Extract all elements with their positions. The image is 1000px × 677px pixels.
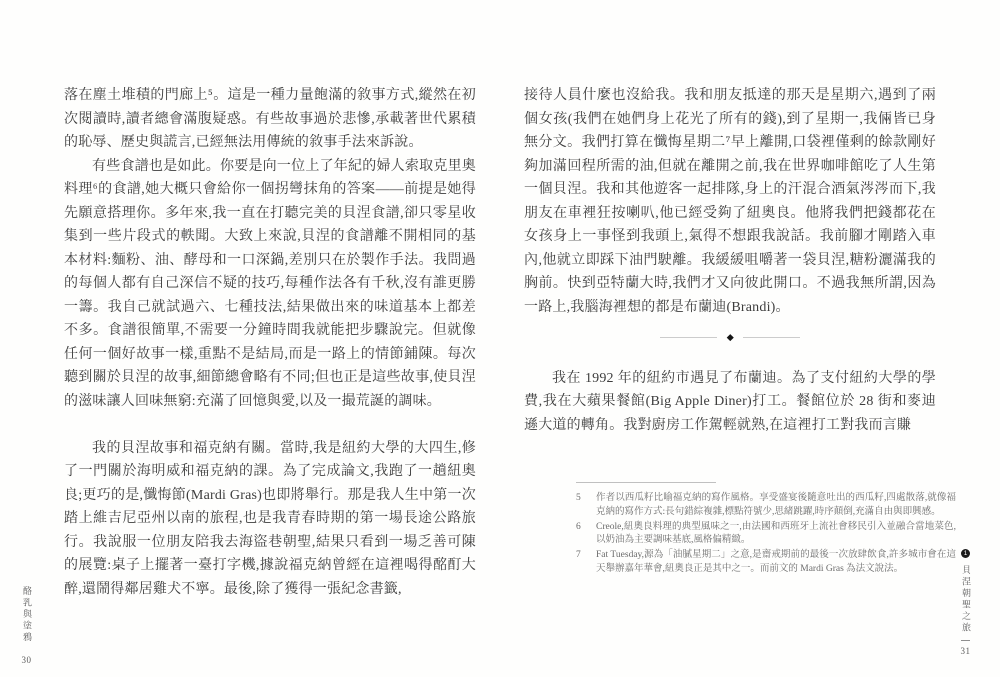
divider-dot-icon (727, 334, 733, 340)
divider-rule-left (660, 337, 717, 338)
footnotes-block (576, 482, 956, 578)
right-page-text (524, 84, 936, 437)
footnote-item (576, 521, 956, 549)
footnote-text: Creole,紐奧良料理的典型風味之一,由法國和西班牙上流社會移民引入並融合當地菜色,以奶油為主要調味基底,風格偏精緻。 (596, 521, 956, 546)
footnote-item (576, 549, 956, 577)
chapter-title: 貝涅朝聖之旅 (961, 565, 971, 634)
book-title: 酪乳與塗鴉 (22, 586, 32, 644)
footer-divider-line (961, 640, 970, 641)
paragraph: 我在 1992 年的紐約市遇見了布蘭迪。為了支付紐約大學的學費,我在大蘋果餐館(Big Apple Diner)打工。餐館位於 28 街和麥迪遜大道的轉角。我對廚房工作駕輕就熟,在這裡打工對我而言賺 (524, 370, 936, 433)
footnote-number: 7 (576, 550, 581, 561)
divider-rule-right (743, 337, 800, 338)
footnote-text: 作者以西瓜籽比喻福克納的寫作風格。享受盛宴後隨意吐出的西瓜籽,四處散落,就像福克納的寫作方式:長句錯綜複雜,標點符號少,思緒跳躍,時序顛倒,充滿自由與即興感。 (596, 493, 956, 517)
right-page-number: 31 (960, 646, 971, 656)
paragraph: 落在塵土堆積的門廊上⁵。這是一種力量飽滿的敘事方式,縱然在初次閱讀時,讀者總會滿腹疑惑。有些故事過於悲慘,承載著世代累積的恥辱、歷史與謊言,已經無法用傳統的敘事手法來訴說。 (64, 88, 476, 150)
chapter-number-badge: 1 (961, 549, 970, 558)
footnote-number: 6 (576, 521, 581, 532)
footnote-number: 5 (576, 493, 581, 503)
footnote-item (576, 492, 956, 520)
footnote-text: Fat Tuesday,源為「油膩星期二」之意,是齋戒期前的最後一次放肆飲食,許多城市會在這天舉辦嘉年華會,紐奧良正是其中之一。而前文的 Mardi Gras 為法文說法。 (596, 550, 956, 574)
footnote-separator (576, 482, 716, 483)
section-divider (524, 335, 936, 340)
paragraph: 有些食譜也是如此。你要是向一位上了年紀的婦人索取克里奧料理⁶的食譜,她大概只會給你一個拐彎抹角的答案——前提是她得先願意搭理你。多年來,我一直在打聽完美的貝涅食譜,卻只零星收集到一些片段式的軼聞。大致上來說,貝涅的食譜離不開相同的基本材料:麵粉、油、酵母和一口深鍋,差別只在於製作手法。我問過的每個人都有自己深信不疑的技巧,每種作法各有千秋,沒有誰更勝一籌。我自己就試過六、七種技法,結果做出來的味道基本上都差不多。食譜很簡單,不需要一分鐘時間我就能把步驟說完。但就像任何一個好故事一樣,重點不是結局,而是一路上的情節鋪陳。每次聽到關於貝涅的故事,細節總會略有不同;但也正是這些故事,使貝涅的滋味讓人回味無窮:充滿了回憶與愛,以及一撮荒誕的調味。 (64, 158, 476, 409)
paragraph: 接待人員什麼也沒給我。我和朋友抵達的那天是星期六,遇到了兩個女孩(我們在她們身上花光了所有的錢),到了星期一,我倆皆已身無分文。我們打算在懺悔星期二⁷早上離開,口袋裡僅剩的餘款剛好夠加滿回程所需的油,但就在離開之前,我在世界咖啡館吃了人生第一個貝涅。我和其他遊客一起排隊,身上的汗混合酒氣涔涔而下,我朋友在車裡狂按喇叭,他已經受夠了紐奧良。他將我們把錢都花在女孩身上一事怪到我頭上,氣得不想跟我說話。我前腳才剛踏入車內,他就立即踩下油門駛離。我緩緩咀嚼著一袋貝涅,糖粉灑滿我的胸前。快到亞特蘭大時,我們才又向彼此開口。不過我無所謂,因為一路上,我腦海裡想的都是布蘭迪(Brandi)。 (524, 88, 936, 315)
left-page-number: 30 (21, 654, 32, 665)
paragraph: 我的貝涅故事和福克納有關。當時,我是紐約大學的大四生,修了一門關於海明威和福克納的課。為了完成論文,我跑了一趟紐奧良;更巧的是,懺悔節(Mardi Gras)也即將舉行。那是我人生中第一次踏上維吉尼亞州以南的旅程,也是我青春時期的第一場長途公路旅行。我說服一位朋友陪我去海盜巷朝聖,結果只看到一場乏善可陳的展覽:桌子上擺著一臺打字機,據說福克納曾經在這裡喝得酩酊大醉,還鬧得鄰居雞犬不寧。最後,除了獲得一張紀念書籤, (64, 440, 476, 597)
left-page-text (64, 84, 476, 601)
left-running-footer (21, 586, 32, 665)
right-running-footer (960, 549, 971, 656)
